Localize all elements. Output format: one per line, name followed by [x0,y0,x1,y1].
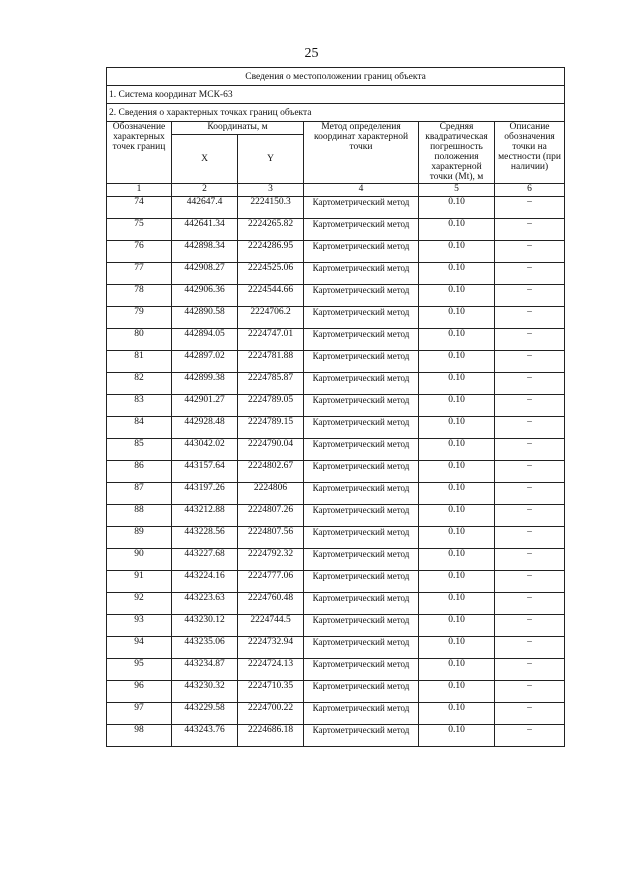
error: 0.10 [419,285,495,307]
description: – [495,307,565,329]
error: 0.10 [419,307,495,329]
description: – [495,615,565,637]
point-number: 82 [107,373,172,395]
point-number: 92 [107,593,172,615]
error: 0.10 [419,659,495,681]
point-number: 90 [107,549,172,571]
error: 0.10 [419,351,495,373]
coord-y: 2224785.87 [238,373,304,395]
error: 0.10 [419,241,495,263]
method: Картометрический метод [304,505,419,527]
table-row [107,263,565,285]
coord-y: 2224806 [238,483,304,505]
table-row [107,395,565,417]
table-row [107,307,565,329]
page-number: 25 [304,46,319,61]
table-row [107,461,565,483]
point-number: 87 [107,483,172,505]
error: 0.10 [419,725,495,747]
coord-x: 442899.38 [172,373,238,395]
coord-y: 2224286.95 [238,241,304,263]
point-number: 93 [107,615,172,637]
coord-y: 2224792.32 [238,549,304,571]
method: Картометрический метод [304,395,419,417]
table-row [107,571,565,593]
error: 0.10 [419,637,495,659]
error: 0.10 [419,395,495,417]
coord-x: 443224.16 [172,571,238,593]
table-row [107,417,565,439]
table-row [107,659,565,681]
coord-y: 2224777.06 [238,571,304,593]
column-number: 4 [304,184,419,197]
coord-y: 2224150.3 [238,197,304,219]
method: Картометрический метод [304,417,419,439]
description: – [495,681,565,703]
point-number: 78 [107,285,172,307]
table-row [107,285,565,307]
coord-y: 2224789.15 [238,417,304,439]
method: Картометрический метод [304,681,419,703]
point-number: 83 [107,395,172,417]
point-number: 77 [107,263,172,285]
description: – [495,219,565,241]
coord-y: 2224686.18 [238,725,304,747]
coord-x: 442647.4 [172,197,238,219]
point-number: 88 [107,505,172,527]
method: Картометрический метод [304,219,419,241]
method: Картометрический метод [304,241,419,263]
point-number: 95 [107,659,172,681]
point-number: 97 [107,703,172,725]
error: 0.10 [419,197,495,219]
method: Картометрический метод [304,527,419,549]
method: Картометрический метод [304,461,419,483]
column-number-row [107,184,565,197]
method: Картометрический метод [304,571,419,593]
coord-y: 2224760.48 [238,593,304,615]
header-y: Y [238,135,304,184]
coord-x: 443243.76 [172,725,238,747]
error: 0.10 [419,329,495,351]
coord-y: 2224710.35 [238,681,304,703]
error: 0.10 [419,219,495,241]
table-row [107,439,565,461]
error: 0.10 [419,417,495,439]
coord-x: 442890.58 [172,307,238,329]
coord-x: 442894.05 [172,329,238,351]
coord-x: 443227.68 [172,549,238,571]
header-description: Описание обозначения точки на местности (при наличии) [495,122,565,184]
method: Картометрический метод [304,307,419,329]
description: – [495,285,565,307]
description: – [495,461,565,483]
coord-x: 443223.63 [172,593,238,615]
coord-y: 2224807.26 [238,505,304,527]
description: – [495,483,565,505]
points-section-label: 2. Сведения о характерных точках границ объекта [107,104,565,122]
method: Картометрический метод [304,615,419,637]
method: Картометрический метод [304,593,419,615]
coord-x: 443230.32 [172,681,238,703]
description: – [495,637,565,659]
method: Картометрический метод [304,439,419,461]
point-number: 74 [107,197,172,219]
error: 0.10 [419,263,495,285]
error: 0.10 [419,703,495,725]
method: Картометрический метод [304,483,419,505]
error: 0.10 [419,549,495,571]
coord-x: 443229.58 [172,703,238,725]
coord-y: 2224525.06 [238,263,304,285]
header-error: Средняя квадратическая погрешность положения характерной точки (Mt), м [419,122,495,184]
method: Картометрический метод [304,285,419,307]
coord-y: 2224265.82 [238,219,304,241]
error: 0.10 [419,461,495,483]
method: Картометрический метод [304,725,419,747]
coord-x: 442906.36 [172,285,238,307]
coord-x: 442898.34 [172,241,238,263]
coord-x: 443230.12 [172,615,238,637]
description: – [495,571,565,593]
method: Картометрический метод [304,263,419,285]
description: – [495,329,565,351]
table-row [107,703,565,725]
point-number: 81 [107,351,172,373]
table-row [107,637,565,659]
table-row [107,197,565,219]
column-number: 3 [238,184,304,197]
method: Картометрический метод [304,373,419,395]
table-row [107,351,565,373]
method: Картометрический метод [304,329,419,351]
column-number: 1 [107,184,172,197]
header-coordinates: Координаты, м [172,122,304,135]
table-row [107,329,565,351]
coord-x: 442641.34 [172,219,238,241]
point-number: 98 [107,725,172,747]
coord-y: 2224706.2 [238,307,304,329]
description: – [495,197,565,219]
error: 0.10 [419,615,495,637]
coord-y: 2224544.66 [238,285,304,307]
description: – [495,505,565,527]
coord-y: 2224744.5 [238,615,304,637]
coord-y: 2224747.01 [238,329,304,351]
method: Картометрический метод [304,549,419,571]
coord-x: 442908.27 [172,263,238,285]
description: – [495,549,565,571]
coord-x: 443197.26 [172,483,238,505]
table-row [107,593,565,615]
description: – [495,593,565,615]
coordinate-system-label: 1. Система координат МСК-63 [107,86,565,104]
description: – [495,417,565,439]
column-number: 2 [172,184,238,197]
coord-x: 442901.27 [172,395,238,417]
coord-x: 443157.64 [172,461,238,483]
point-number: 76 [107,241,172,263]
table-row [107,373,565,395]
description: – [495,703,565,725]
header-method: Метод определения координат характерной точки [304,122,419,184]
error: 0.10 [419,527,495,549]
point-number: 80 [107,329,172,351]
coord-x: 443042.02 [172,439,238,461]
description: – [495,351,565,373]
table-row [107,549,565,571]
header-row [107,122,565,135]
point-number: 75 [107,219,172,241]
point-number: 85 [107,439,172,461]
description: – [495,241,565,263]
point-number: 84 [107,417,172,439]
method: Картометрический метод [304,703,419,725]
coord-x: 443235.06 [172,637,238,659]
method: Картометрический метод [304,637,419,659]
error: 0.10 [419,373,495,395]
description: – [495,439,565,461]
error: 0.10 [419,593,495,615]
error: 0.10 [419,571,495,593]
table-row [107,483,565,505]
section1-row [107,86,565,104]
error: 0.10 [419,483,495,505]
coord-y: 2224732.94 [238,637,304,659]
point-number: 86 [107,461,172,483]
coord-y: 2224781.88 [238,351,304,373]
table-row [107,241,565,263]
description: – [495,527,565,549]
section2-row [107,104,565,122]
coord-y: 2224790.04 [238,439,304,461]
description: – [495,263,565,285]
boundary-points-table [106,67,565,747]
method: Картометрический метод [304,197,419,219]
column-number: 6 [495,184,565,197]
point-number: 94 [107,637,172,659]
table-row [107,505,565,527]
column-number: 5 [419,184,495,197]
point-number: 79 [107,307,172,329]
point-number: 91 [107,571,172,593]
coord-y: 2224802.67 [238,461,304,483]
table-row [107,527,565,549]
point-number: 89 [107,527,172,549]
header-point-id: Обозначение характерных точек границ [107,122,172,184]
method: Картометрический метод [304,659,419,681]
table-row [107,725,565,747]
table-row [107,219,565,241]
coord-y: 2224807.56 [238,527,304,549]
method: Картометрический метод [304,351,419,373]
description: – [495,659,565,681]
coord-y: 2224700.22 [238,703,304,725]
coord-x: 443212.88 [172,505,238,527]
description: – [495,725,565,747]
table-row [107,615,565,637]
table-row [107,681,565,703]
description: – [495,395,565,417]
error: 0.10 [419,439,495,461]
description: – [495,373,565,395]
coord-x: 443228.56 [172,527,238,549]
table-title: Сведения о местоположении границ объекта [107,68,565,86]
coord-x: 442897.02 [172,351,238,373]
coord-y: 2224724.13 [238,659,304,681]
point-number: 96 [107,681,172,703]
coord-y: 2224789.05 [238,395,304,417]
coord-x: 442928.48 [172,417,238,439]
header-x: X [172,135,238,184]
table-title-row [107,68,565,86]
error: 0.10 [419,681,495,703]
error: 0.10 [419,505,495,527]
coord-x: 443234.87 [172,659,238,681]
